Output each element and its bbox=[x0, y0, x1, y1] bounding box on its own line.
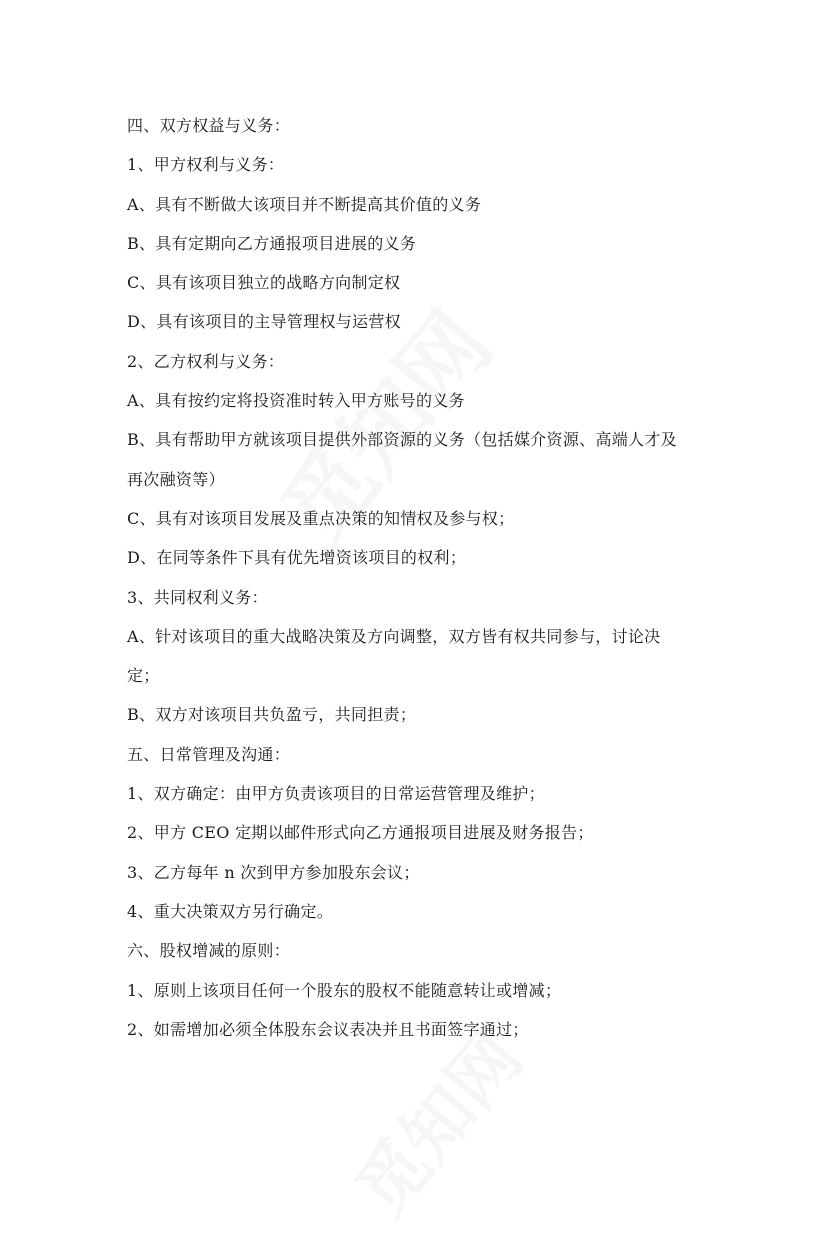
paragraph-line: B、具有定期向乙方通报项目进展的义务 bbox=[127, 233, 417, 253]
paragraph-line: A、具有不断做大该项目并不断提高其价值的义务 bbox=[127, 194, 482, 214]
section-heading-daily-management: 五、日常管理及沟通： bbox=[127, 744, 291, 764]
paragraph-line: 2、如需增加必须全体股东会议表决并且书面签字通过； bbox=[127, 1019, 529, 1039]
subheading-joint: 3、共同权利义务： bbox=[127, 587, 268, 607]
section-heading-rights-obligations: 四、双方权益与义务： bbox=[127, 116, 291, 135]
paragraph-line: 定； bbox=[127, 666, 160, 686]
paragraph-line: 1、双方确定：由甲方负责该项目的日常运营管理及维护； bbox=[127, 784, 545, 804]
paragraph-line: A、具有按约定将投资准时转入甲方账号的义务 bbox=[127, 391, 465, 411]
paragraph-line: 2、甲方 CEO 定期以邮件形式向乙方通报项目进展及财务报告； bbox=[127, 823, 594, 843]
paragraph-line: D、具有该项目的主导管理权与运营权 bbox=[127, 312, 401, 332]
document-body bbox=[127, 106, 707, 1049]
paragraph-line: A、针对该项目的重大战略决策及方向调整，双方皆有权共同参与，讨论决 bbox=[127, 626, 661, 646]
paragraph-line: B、双方对该项目共负盈亏，共同担责； bbox=[127, 705, 417, 725]
paragraph-line: B、具有帮助甲方就该项目提供外部资源的义务（包括媒介资源、高端人才及 bbox=[127, 430, 677, 450]
paragraph-line: C、具有对该项目发展及重点决策的知情权及参与权； bbox=[127, 508, 515, 528]
paragraph-line: 1、原则上该项目任何一个股东的股权不能随意转让或增减； bbox=[127, 980, 562, 1000]
paragraph-line: C、具有该项目独立的战略方向制定权 bbox=[127, 273, 401, 293]
paragraph-line: 4、重大决策双方另行确定。 bbox=[127, 901, 334, 921]
subheading-party-b: 2、乙方权利与义务： bbox=[127, 351, 285, 371]
paragraph-line: D、在同等条件下具有优先增资该项目的权利； bbox=[127, 548, 467, 568]
section-heading-equity-changes: 六、股权增减的原则： bbox=[127, 941, 291, 961]
paragraph-line: 再次融资等） bbox=[127, 469, 225, 489]
paragraph-line: 3、乙方每年 n 次到甲方参加股东会议； bbox=[127, 862, 420, 882]
subheading-party-a: 1、甲方权利与义务： bbox=[127, 155, 285, 175]
